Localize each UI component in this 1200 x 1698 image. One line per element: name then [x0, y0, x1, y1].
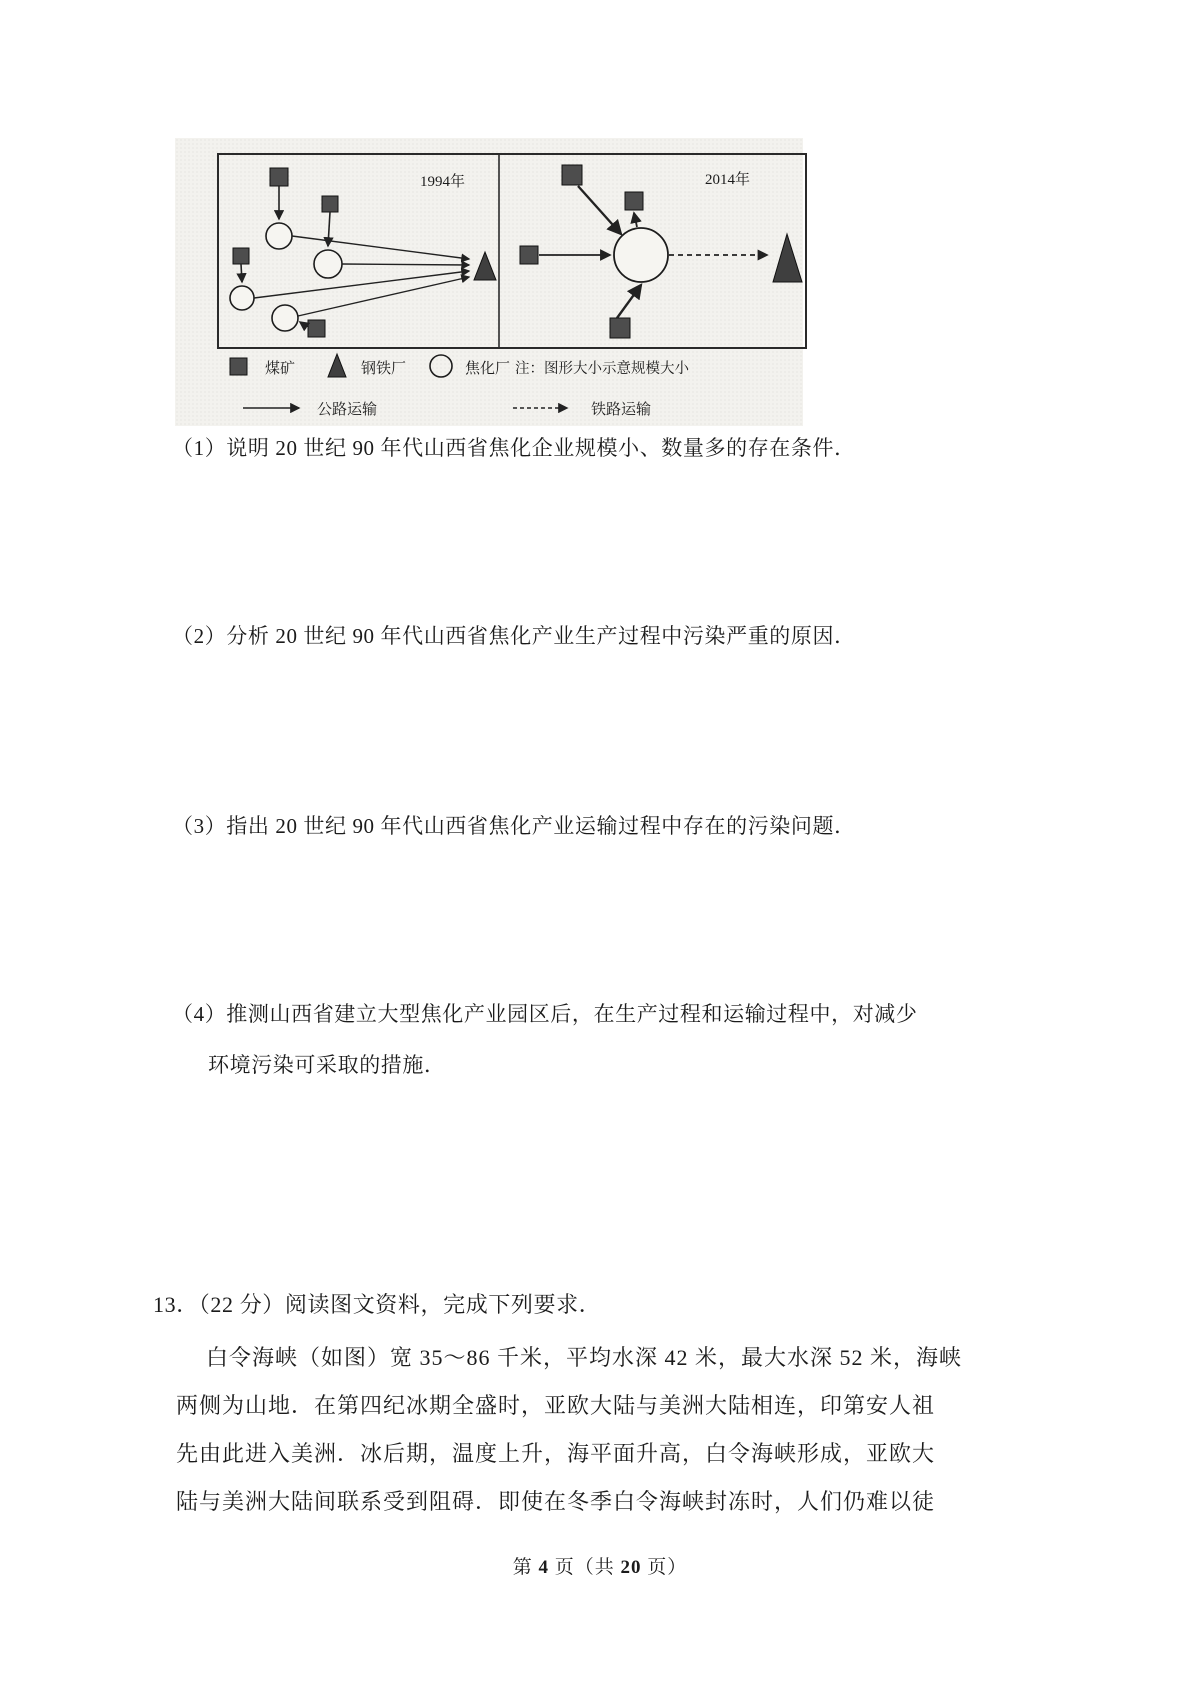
panel-1994-label: 1994年 — [420, 174, 466, 190]
legend-steel-plant-icon — [328, 354, 346, 377]
coking-plant-large-icon — [614, 228, 668, 282]
coal-mine-icon — [322, 196, 338, 212]
page-footer — [0, 1552, 1200, 1579]
legend-coal-mine-icon — [230, 358, 247, 375]
footer-total-pages: 20 — [620, 1557, 642, 1578]
road-arrow-icon — [578, 186, 621, 234]
sub-question-4-line2: 环境污染可采取的措施． — [208, 1053, 446, 1077]
footer-page-number: 4 — [538, 1557, 549, 1578]
coal-mine-icon — [625, 192, 643, 210]
footer-text: 页（共 — [548, 1557, 621, 1578]
paragraph-line: 两侧为山地．在第四纪冰期全盛时，亚欧大陆与美洲大陆相连，印第安人祖 — [176, 1393, 936, 1418]
legend-steel-plant-label: 钢铁厂 — [361, 361, 407, 377]
question-13-paragraph — [176, 1334, 962, 1526]
steel-plant-icon — [474, 252, 496, 280]
coking-plant-icon — [266, 223, 292, 249]
steel-plant-icon — [773, 234, 802, 282]
footer-text: 页） — [641, 1557, 688, 1578]
legend-coking-plant-label: 焦化厂 — [465, 361, 511, 377]
legend-coal-mine-label: 煤矿 — [265, 361, 296, 377]
question-13-header: 13．（22 分）阅读图文资料，完成下列要求． — [153, 1292, 602, 1317]
coal-mine-icon — [270, 168, 288, 186]
road-arrow-icon — [617, 285, 641, 318]
coal-mine-icon — [562, 165, 582, 185]
sub-question-3: （3）指出 20 世纪 90 年代山西省焦化产业运输过程中存在的污染问题． — [172, 814, 856, 838]
paragraph-line: 陆与美洲大陆间联系受到阻碍．即使在冬季白令海峡封冻时，人们仍难以徒 — [176, 1489, 936, 1514]
road-arrow-icon — [241, 264, 242, 282]
paragraph-line: 先由此进入美洲．冰后期，温度上升，海平面升高，白令海峡形成，亚欧大 — [176, 1441, 936, 1466]
legend-rail-label: 铁路运输 — [591, 402, 652, 418]
legend-coking-plant-icon — [430, 355, 452, 377]
sub-question-4 — [172, 998, 918, 1079]
road-arrow-icon — [298, 277, 469, 316]
road-arrow-icon — [342, 264, 469, 265]
sub-question-4-line1: （4）推测山西省建立大型焦化产业园区后，在生产过程和运输过程中，对减少 — [172, 1002, 918, 1026]
sub-question-1: （1）说明 20 世纪 90 年代山西省焦化企业规模小、数量多的存在条件． — [172, 436, 856, 460]
coking-plant-icon — [314, 250, 342, 278]
paragraph-line: 白令海峡（如图）宽 35～86 千米，平均水深 42 米，最大水深 52 米，海峡 — [206, 1345, 963, 1370]
legend-note: 注：图形大小示意规模大小 — [515, 361, 689, 377]
coking-plant-icon — [272, 305, 298, 331]
panel-2014-label: 2014年 — [705, 172, 751, 188]
road-arrow-icon — [634, 213, 637, 227]
figure-canvas — [215, 146, 810, 422]
coal-mine-icon — [233, 248, 249, 264]
coal-mine-icon — [520, 246, 538, 264]
coking-plant-icon — [230, 286, 254, 310]
road-arrow-icon — [300, 322, 307, 327]
sub-question-2: （2）分析 20 世纪 90 年代山西省焦化产业生产过程中污染严重的原因． — [172, 624, 856, 648]
industry-layout-figure — [175, 138, 803, 426]
legend-road-label: 公路运输 — [317, 402, 378, 418]
coal-mine-icon — [308, 320, 325, 337]
footer-text: 第 — [512, 1557, 539, 1578]
coal-mine-icon — [610, 318, 630, 338]
